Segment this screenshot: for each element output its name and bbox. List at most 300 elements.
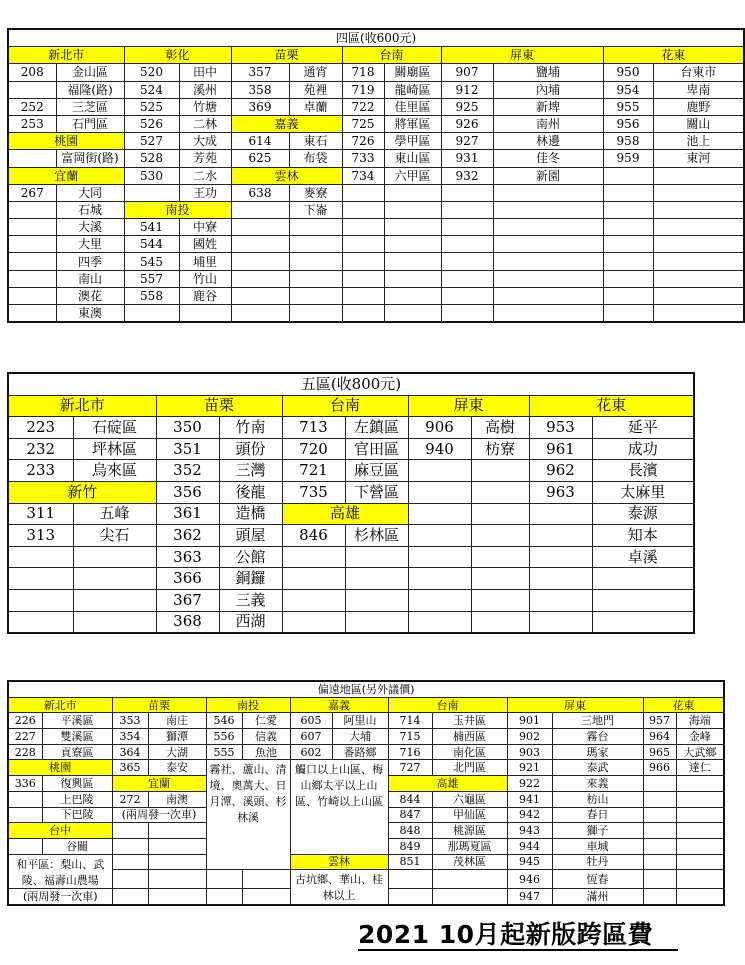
table-cell bbox=[8, 150, 56, 167]
table-cell: 851 bbox=[388, 854, 432, 870]
table-cell: 佳里區 bbox=[384, 98, 441, 115]
remote-subheader-yilan: 宜蘭 bbox=[112, 776, 206, 792]
table-cell: 六甲區 bbox=[384, 167, 441, 184]
table-cell bbox=[493, 287, 603, 304]
zone4-subheader-nantou: 南投 bbox=[124, 201, 231, 218]
table-cell: 復興區 bbox=[42, 776, 112, 792]
table-cell bbox=[8, 81, 56, 98]
table-cell bbox=[112, 838, 148, 854]
table-cell bbox=[342, 201, 384, 218]
table-cell: 232 bbox=[8, 438, 73, 460]
table-cell bbox=[282, 589, 345, 611]
table-cell bbox=[112, 870, 148, 889]
zone5-header-miaoli: 苗栗 bbox=[156, 395, 282, 417]
table-cell bbox=[112, 854, 148, 870]
remote-table bbox=[7, 680, 725, 906]
table-cell bbox=[441, 253, 493, 270]
table-cell bbox=[653, 236, 744, 253]
table-row bbox=[8, 81, 744, 98]
table-cell: 六龜區 bbox=[432, 791, 507, 807]
table-cell bbox=[441, 287, 493, 304]
table-cell: 關廟區 bbox=[384, 64, 441, 81]
table-cell: 大埔 bbox=[332, 729, 388, 745]
table-cell: 溪州 bbox=[179, 81, 231, 98]
table-cell: 竹山 bbox=[179, 270, 231, 287]
table-cell: 瑪家 bbox=[552, 744, 643, 760]
table-cell: 魚池 bbox=[242, 744, 290, 760]
table-cell bbox=[408, 460, 471, 482]
table-cell: 大同 bbox=[56, 184, 124, 201]
table-cell: 長濱 bbox=[592, 460, 694, 482]
table-cell: 544 bbox=[124, 236, 179, 253]
table-cell: 三地門 bbox=[552, 713, 643, 729]
table-cell bbox=[289, 236, 342, 253]
table-cell: 365 bbox=[112, 760, 148, 776]
remote-subheader-yunlin: 雲林 bbox=[290, 854, 388, 870]
table-cell bbox=[471, 503, 529, 525]
zone4-header-tainan: 台南 bbox=[342, 47, 441, 64]
table-cell: 桃源區 bbox=[432, 823, 507, 839]
table-cell: 965 bbox=[643, 744, 676, 760]
table-cell: 將軍區 bbox=[384, 115, 441, 132]
table-cell bbox=[653, 167, 744, 184]
table-cell: 霧台 bbox=[552, 729, 643, 745]
table-cell: 鹿野 bbox=[653, 98, 744, 115]
table-cell bbox=[8, 546, 73, 568]
table-row bbox=[8, 150, 744, 167]
table-cell: 844 bbox=[388, 791, 432, 807]
table-cell bbox=[112, 823, 148, 839]
table-cell bbox=[231, 287, 289, 304]
remote-caption: 偏遠地區(另外議價) bbox=[8, 681, 724, 697]
table-cell: 733 bbox=[342, 150, 384, 167]
table-cell: 海端 bbox=[676, 713, 724, 729]
table-cell: 枋寮 bbox=[471, 438, 529, 460]
table-cell bbox=[282, 546, 345, 568]
table-cell: 鹿谷 bbox=[179, 287, 231, 304]
table-cell: 903 bbox=[507, 744, 552, 760]
table-cell: 605 bbox=[290, 713, 332, 729]
table-cell bbox=[529, 611, 592, 633]
table-cell bbox=[289, 287, 342, 304]
table-cell: 226 bbox=[8, 713, 42, 729]
table-cell: 369 bbox=[231, 98, 289, 115]
table-cell: 上巴陵 bbox=[42, 791, 112, 807]
table-cell: 恆春 bbox=[552, 870, 643, 889]
page-title-footer: 2021 10月起新版跨區費 bbox=[358, 915, 678, 951]
table-cell bbox=[231, 305, 289, 323]
table-cell: 363 bbox=[156, 546, 219, 568]
table-cell: 954 bbox=[603, 81, 653, 98]
table-cell: 956 bbox=[603, 115, 653, 132]
table-cell: 鹽埔 bbox=[493, 64, 603, 81]
table-cell bbox=[653, 253, 744, 270]
table-cell bbox=[282, 611, 345, 633]
table-cell bbox=[73, 589, 156, 611]
table-cell bbox=[342, 270, 384, 287]
table-cell: 943 bbox=[507, 823, 552, 839]
table-cell bbox=[653, 287, 744, 304]
table-cell: 苑裡 bbox=[289, 81, 342, 98]
table-cell: 內埔 bbox=[493, 81, 603, 98]
table-cell bbox=[643, 870, 676, 889]
table-cell bbox=[242, 889, 290, 905]
table-cell: 金峰 bbox=[676, 729, 724, 745]
table-cell: 下巴陵 bbox=[42, 807, 112, 823]
table-cell: 524 bbox=[124, 81, 179, 98]
table-cell: 638 bbox=[231, 184, 289, 201]
zone4-subheader-taoyuan: 桃園 bbox=[8, 133, 124, 150]
table-cell: 625 bbox=[231, 150, 289, 167]
table-cell: 849 bbox=[388, 838, 432, 854]
table-cell: 735 bbox=[282, 481, 345, 503]
table-cell: 940 bbox=[408, 438, 471, 460]
table-row bbox=[8, 503, 694, 525]
table-cell bbox=[231, 253, 289, 270]
table-cell: 麥寮 bbox=[289, 184, 342, 201]
table-cell: 平溪區 bbox=[42, 713, 112, 729]
table-cell: 王功 bbox=[179, 184, 231, 201]
table-cell: 茂林區 bbox=[432, 854, 507, 870]
zone4-header-miaoli: 苗栗 bbox=[231, 47, 342, 64]
table-row bbox=[8, 219, 744, 236]
table-cell: 杉林區 bbox=[345, 525, 408, 547]
table-cell bbox=[231, 236, 289, 253]
table-cell bbox=[603, 270, 653, 287]
table-cell: 558 bbox=[124, 287, 179, 304]
table-cell: 367 bbox=[156, 589, 219, 611]
table-cell bbox=[408, 611, 471, 633]
table-cell bbox=[384, 253, 441, 270]
zone5-subheader-kaohsiung: 高雄 bbox=[282, 503, 408, 525]
table-cell bbox=[345, 546, 408, 568]
table-cell: 泰源 bbox=[592, 503, 694, 525]
table-cell bbox=[441, 305, 493, 323]
table-cell: 泰安 bbox=[148, 760, 206, 776]
table-cell bbox=[8, 791, 42, 807]
table-cell bbox=[592, 589, 694, 611]
table-cell bbox=[408, 546, 471, 568]
table-cell: 澳花 bbox=[56, 287, 124, 304]
table-cell bbox=[493, 219, 603, 236]
table-cell: 池上 bbox=[653, 133, 744, 150]
table-cell bbox=[73, 568, 156, 590]
table-cell: 坪林區 bbox=[73, 438, 156, 460]
table-cell: 354 bbox=[112, 729, 148, 745]
table-cell bbox=[493, 253, 603, 270]
table-cell bbox=[8, 568, 73, 590]
table-cell: 關山 bbox=[653, 115, 744, 132]
table-row bbox=[8, 568, 694, 590]
table-cell: 714 bbox=[388, 713, 432, 729]
table-cell bbox=[471, 460, 529, 482]
table-cell bbox=[388, 870, 432, 889]
remote-header-huadong: 花東 bbox=[643, 697, 724, 713]
table-cell: 東澳 bbox=[56, 305, 124, 323]
table-row bbox=[8, 64, 744, 81]
remote-taichung-note: 和平區：梨山、武陵、福壽山農場 bbox=[8, 854, 112, 889]
table-cell bbox=[73, 611, 156, 633]
table-cell: 竹塘 bbox=[179, 98, 231, 115]
table-cell: 962 bbox=[529, 460, 592, 482]
table-row bbox=[8, 729, 724, 745]
table-cell bbox=[603, 219, 653, 236]
table-row bbox=[8, 287, 744, 304]
table-cell: 那瑪夏區 bbox=[432, 838, 507, 854]
table-cell: 525 bbox=[124, 98, 179, 115]
table-cell: 造橋 bbox=[219, 503, 282, 525]
table-cell: 西湖 bbox=[219, 611, 282, 633]
table-cell: 959 bbox=[603, 150, 653, 167]
table-cell bbox=[124, 305, 179, 323]
table-cell: 944 bbox=[507, 838, 552, 854]
table-cell bbox=[676, 807, 724, 823]
table-cell: 528 bbox=[124, 150, 179, 167]
table-cell: 267 bbox=[8, 184, 56, 201]
table-cell: 玉井區 bbox=[432, 713, 507, 729]
table-cell: 芳苑 bbox=[179, 150, 231, 167]
table-cell bbox=[384, 236, 441, 253]
table-cell: 南州 bbox=[493, 115, 603, 132]
table-cell bbox=[345, 611, 408, 633]
remote-yilan-note: (兩周發一次車) bbox=[112, 807, 206, 823]
table-cell: 953 bbox=[529, 417, 592, 439]
table-cell bbox=[676, 854, 724, 870]
table-cell: 228 bbox=[8, 744, 42, 760]
remote-header-chiayi: 嘉義 bbox=[290, 697, 388, 713]
zone5-header-pingtung: 屏東 bbox=[408, 395, 529, 417]
table-cell: 左鎮區 bbox=[345, 417, 408, 439]
table-cell: 353 bbox=[112, 713, 148, 729]
zone5-header-huadong: 花東 bbox=[529, 395, 694, 417]
table-cell bbox=[441, 236, 493, 253]
table-cell bbox=[289, 253, 342, 270]
table-cell bbox=[592, 611, 694, 633]
table-row bbox=[8, 270, 744, 287]
table-cell bbox=[342, 287, 384, 304]
table-row bbox=[8, 546, 694, 568]
table-cell: 卓蘭 bbox=[289, 98, 342, 115]
table-cell: 252 bbox=[8, 98, 56, 115]
table-cell bbox=[493, 201, 603, 218]
remote-header-nantou: 南投 bbox=[206, 697, 290, 713]
table-cell bbox=[471, 546, 529, 568]
table-cell: 南庄 bbox=[148, 713, 206, 729]
zone4-header-row bbox=[8, 47, 744, 64]
table-cell: 907 bbox=[441, 64, 493, 81]
table-cell: 721 bbox=[282, 460, 345, 482]
table-cell bbox=[8, 236, 56, 253]
zone4-subheader-yunlin: 雲林 bbox=[231, 167, 342, 184]
table-cell: 竹南 bbox=[219, 417, 282, 439]
table-cell: 南澳 bbox=[148, 791, 206, 807]
table-cell: 350 bbox=[156, 417, 219, 439]
table-cell: 725 bbox=[342, 115, 384, 132]
remote-header-newtaipei: 新北市 bbox=[8, 697, 112, 713]
table-cell bbox=[8, 807, 42, 823]
table-cell bbox=[8, 305, 56, 323]
table-cell: 枋山 bbox=[552, 791, 643, 807]
table-cell bbox=[643, 854, 676, 870]
table-cell: 春日 bbox=[552, 807, 643, 823]
table-row bbox=[8, 611, 694, 633]
table-row bbox=[8, 133, 744, 150]
table-cell: 官田區 bbox=[345, 438, 408, 460]
table-cell bbox=[8, 589, 73, 611]
table-cell: 石門區 bbox=[56, 115, 124, 132]
table-cell: 福隆(路) bbox=[56, 81, 124, 98]
table-cell bbox=[282, 568, 345, 590]
table-cell bbox=[345, 568, 408, 590]
table-cell bbox=[643, 807, 676, 823]
table-row bbox=[8, 98, 744, 115]
table-cell: 太麻里 bbox=[592, 481, 694, 503]
table-cell bbox=[676, 870, 724, 889]
table-row bbox=[8, 305, 744, 323]
table-cell: 石碇區 bbox=[73, 417, 156, 439]
table-cell bbox=[592, 568, 694, 590]
table-cell bbox=[603, 253, 653, 270]
table-cell bbox=[676, 823, 724, 839]
table-cell: 國姓 bbox=[179, 236, 231, 253]
table-cell: 945 bbox=[507, 854, 552, 870]
table-cell: 957 bbox=[643, 713, 676, 729]
remote-header-tainan: 台南 bbox=[388, 697, 507, 713]
table-cell bbox=[148, 838, 206, 854]
table-cell: 五峰 bbox=[73, 503, 156, 525]
table-cell: 557 bbox=[124, 270, 179, 287]
table-cell: 三芝區 bbox=[56, 98, 124, 115]
table-cell: 368 bbox=[156, 611, 219, 633]
table-cell: 718 bbox=[342, 64, 384, 81]
table-cell: 964 bbox=[643, 729, 676, 745]
remote-header-row bbox=[8, 697, 724, 713]
table-cell: 966 bbox=[643, 760, 676, 776]
table-cell: 555 bbox=[206, 744, 242, 760]
table-cell bbox=[408, 589, 471, 611]
table-cell: 田中 bbox=[179, 64, 231, 81]
table-cell bbox=[384, 287, 441, 304]
table-cell: 谷關 bbox=[42, 838, 112, 854]
table-cell bbox=[342, 184, 384, 201]
table-cell bbox=[493, 184, 603, 201]
table-cell: 722 bbox=[342, 98, 384, 115]
table-cell: 二林 bbox=[179, 115, 231, 132]
table-cell: 906 bbox=[408, 417, 471, 439]
table-cell: 金山區 bbox=[56, 64, 124, 81]
table-cell: 719 bbox=[342, 81, 384, 98]
table-cell: 中寮 bbox=[179, 219, 231, 236]
table-cell bbox=[643, 823, 676, 839]
table-cell bbox=[8, 611, 73, 633]
table-cell: 公館 bbox=[219, 546, 282, 568]
table-cell: 貢寮區 bbox=[42, 744, 112, 760]
table-cell bbox=[529, 568, 592, 590]
table-cell bbox=[8, 838, 42, 854]
table-cell: 963 bbox=[529, 481, 592, 503]
table-cell bbox=[345, 589, 408, 611]
table-cell: 921 bbox=[507, 760, 552, 776]
table-cell: 358 bbox=[231, 81, 289, 98]
table-cell: 富岡街(路) bbox=[56, 150, 124, 167]
table-cell: 925 bbox=[441, 98, 493, 115]
table-cell: 847 bbox=[388, 807, 432, 823]
zone5-table bbox=[7, 372, 695, 634]
table-row bbox=[8, 713, 724, 729]
table-cell bbox=[384, 184, 441, 201]
table-cell bbox=[8, 219, 56, 236]
table-cell: 林邊 bbox=[493, 133, 603, 150]
table-cell bbox=[388, 889, 432, 905]
table-cell bbox=[408, 568, 471, 590]
table-cell: 926 bbox=[441, 115, 493, 132]
zone5-header-row bbox=[8, 395, 694, 417]
remote-taichung-note2: (兩周發一次車) bbox=[8, 889, 112, 905]
table-cell: 佳冬 bbox=[493, 150, 603, 167]
table-cell: 新埤 bbox=[493, 98, 603, 115]
table-cell bbox=[643, 776, 676, 792]
table-cell bbox=[289, 270, 342, 287]
table-cell: 932 bbox=[441, 167, 493, 184]
table-cell: 後龍 bbox=[219, 481, 282, 503]
table-cell bbox=[242, 870, 290, 889]
table-cell: 麻豆區 bbox=[345, 460, 408, 482]
table-cell bbox=[493, 236, 603, 253]
table-row bbox=[8, 760, 724, 776]
table-cell: 楠西區 bbox=[432, 729, 507, 745]
table-cell: 546 bbox=[206, 713, 242, 729]
table-cell bbox=[384, 305, 441, 323]
table-cell: 366 bbox=[156, 568, 219, 590]
table-cell: 東石 bbox=[289, 133, 342, 150]
table-cell bbox=[8, 253, 56, 270]
table-cell bbox=[8, 270, 56, 287]
table-cell: 715 bbox=[388, 729, 432, 745]
table-row bbox=[8, 481, 694, 503]
table-cell: 545 bbox=[124, 253, 179, 270]
zone4-caption: 四區(收600元) bbox=[8, 29, 744, 47]
table-cell bbox=[471, 589, 529, 611]
table-cell: 雙溪區 bbox=[42, 729, 112, 745]
remote-yunlin-note: 古坑鄉、華山、桂林以上 bbox=[290, 870, 388, 905]
table-cell bbox=[73, 546, 156, 568]
table-cell: 726 bbox=[342, 133, 384, 150]
table-cell bbox=[148, 823, 206, 839]
table-cell: 大溪 bbox=[56, 219, 124, 236]
table-row bbox=[8, 870, 724, 889]
table-cell: 達仁 bbox=[676, 760, 724, 776]
table-cell: 336 bbox=[8, 776, 42, 792]
table-cell bbox=[124, 184, 179, 201]
zone5-header-newtaipei: 新北市 bbox=[8, 395, 156, 417]
table-cell: 大湖 bbox=[148, 744, 206, 760]
table-cell: 滿州 bbox=[552, 889, 643, 905]
table-cell bbox=[206, 889, 242, 905]
table-cell: 958 bbox=[603, 133, 653, 150]
table-cell: 烏來區 bbox=[73, 460, 156, 482]
table-cell bbox=[676, 889, 724, 905]
table-cell bbox=[653, 219, 744, 236]
table-cell bbox=[493, 305, 603, 323]
table-cell: 716 bbox=[388, 744, 432, 760]
table-cell: 通宵 bbox=[289, 64, 342, 81]
table-row bbox=[8, 589, 694, 611]
zone4-header-pingtung: 屏東 bbox=[441, 47, 603, 64]
table-cell bbox=[342, 305, 384, 323]
table-cell: 仁愛 bbox=[242, 713, 290, 729]
table-row bbox=[8, 525, 694, 547]
table-cell: 313 bbox=[8, 525, 73, 547]
